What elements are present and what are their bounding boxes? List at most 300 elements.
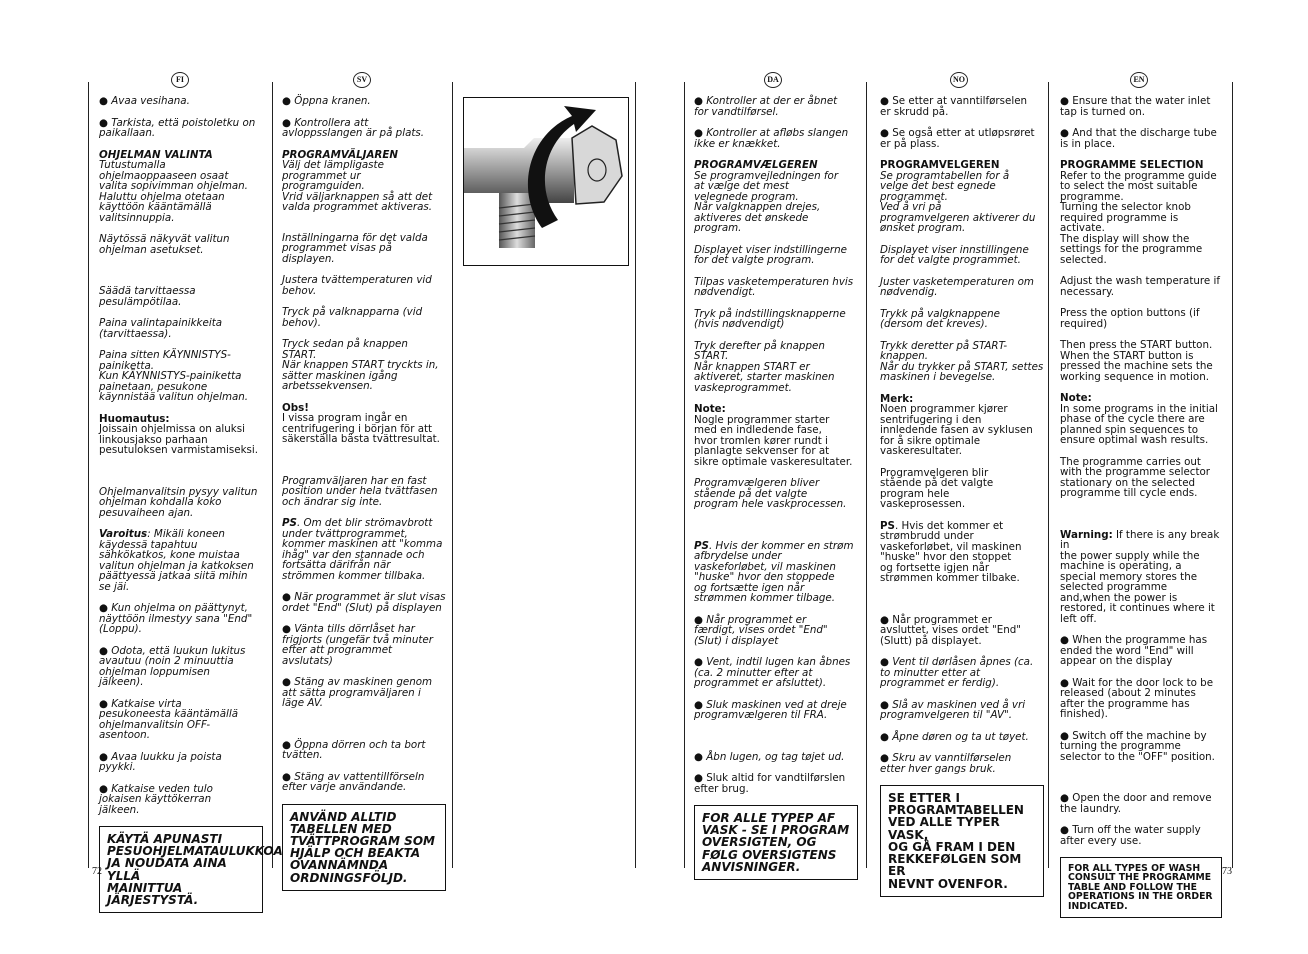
paragraph [99,752,263,773]
text-line: fortsätta därifrån när [282,559,391,571]
text-line: Tutustumalla [99,159,166,171]
column-da [694,96,858,880]
paragraph [99,318,263,339]
notice-line: VED ALLE TYPER VASK, [888,815,1000,842]
text-line: "huske" hvor den stoppet [880,551,1012,563]
text-line: programmet er ferdig). [880,677,1000,689]
text-line: (tarvittaessa). [99,327,172,340]
paragraph [282,118,446,139]
text-line: ● Wait for the door lock to be [1060,676,1214,689]
text-line: with the programme selector [1060,466,1211,478]
text-line: ● Katkaise veden tulo [99,782,213,795]
text-line: ● Kontroller at afløbs slangen [694,127,849,139]
text-line: programme till cycle ends. [1060,487,1198,499]
text-line: Trykk deretter på START- [880,339,1008,352]
text-line: näyttöön ilmestyy sana "End" [99,612,253,625]
text-line: ● Avaa luukku ja poista [99,750,222,763]
paragraph [1060,340,1222,382]
text-line: och ändrar sig inte. [282,495,383,508]
text-line: START. [694,350,729,362]
text-line: linkousjakso parhaan [99,433,208,446]
text-line: Turning the selector knob [1060,201,1191,213]
text-line: ● Sluk altid for vandtilførslen [694,772,846,784]
text-line: (dersom det kreves). [880,318,988,330]
text-line: Programvælgeren bliver [694,477,820,489]
text-line: Tryck sedan på knappen [282,338,408,350]
paragraph [694,160,858,234]
text-line: nødvendig. [880,286,938,298]
text-line: Press the option buttons (if [1060,307,1200,319]
text-line: ● Sluk maskinen ved at dreje [694,698,847,711]
text-line: and,when the power is [1060,591,1178,604]
lead-term: PS [694,539,709,552]
text-line: läge AV. [282,697,323,709]
text-line: programme. [1060,190,1124,203]
notice-box [1060,857,1222,918]
text-line: Ved å vri på [880,201,942,213]
text-line: ● Tarkista, että poistoletku on [99,116,256,129]
text-line: left off. [1060,612,1097,625]
paragraph [282,307,446,328]
text-line: valda programmet aktiveras. [282,201,433,213]
text-line: Displayet viser indstillingerne [694,243,848,256]
text-line: frigjorts (ungefär två minuter [282,633,433,646]
text-line: behov). [282,316,322,329]
text-line: If there is any break in [1060,528,1220,551]
notice-line: FOR ALL TYPES OF WASH [1068,863,1201,874]
text-line: ihåg" var den stannade och [282,548,425,561]
text-line: færdigt, vises ordet "End" [694,624,828,636]
notice-line: JA NOUDATA AINA YLLÄ [107,856,227,883]
column-fi [99,95,283,913]
notice-box [282,804,446,891]
text-line: machine is operating, a [1060,560,1182,572]
text-line: aktiveret, starter maskinen [694,371,835,383]
text-line: the laundry. [1060,802,1122,815]
text-line: kommer maskinen att "komma [282,538,443,550]
text-line: ikke er knækket. [694,137,781,150]
text-line: stående på det valgte [694,487,808,500]
text-line: The display will show the [1060,232,1190,245]
lead-term: PS [880,519,895,532]
text-line: . Hvis det kommer et [894,519,1004,532]
paragraph [1060,276,1222,297]
text-line: Trykk på valgknappene [880,307,1001,320]
text-line: vaskeprogrammet. [694,381,792,394]
text-line: Kun KÄYNNISTYS-painiketta [99,370,242,382]
text-line: Ohjelmanvalitsin pysyy valitun [99,485,258,498]
text-line: ● Vent til dørlåsen åpnes (ca. [880,656,1034,668]
text-line: vaskeprosessen. [880,498,966,510]
lead-term: PS [282,517,297,529]
text-line: ● Se etter at vanntilførselen [880,95,1028,107]
text-line: efter varje användande. [282,781,407,793]
text-line: efter att programmet [282,644,393,656]
text-line: stationary on the selected [1060,476,1196,489]
text-line: Nogle programmer starter [694,413,830,426]
paragraph [282,624,446,666]
notice-line: VASK - SE I PROGRAM [702,823,850,838]
text-line: avloppsslangen är på plats. [282,127,425,139]
text-line: pesutuloksen varmistamiseksi. [99,444,259,456]
paragraph [282,150,446,213]
column-divider [866,82,867,868]
text-line: Tryk på indstillingsknapperne [694,307,846,320]
notice-line: OPERATIONS IN THE ORDER [1068,891,1213,903]
text-line: ● Kun ohjelma on päättynyt, [99,602,248,614]
notice-line: HJÄLP OCH BEAKTA [290,846,421,861]
paragraph [694,541,858,604]
paragraph [99,234,263,255]
paragraph [282,740,446,761]
text-line: strømbrudd under [880,530,974,542]
text-line: special memory stores the [1060,570,1198,583]
text-line: programvælgeren til FRA. [694,709,828,721]
paragraph [1060,825,1222,846]
paragraph [880,341,1044,383]
text-line: program hele [880,487,950,500]
text-line: med en indledende fase, [694,424,822,436]
text-line: ● Switch off the machine by [1060,729,1207,742]
notice-line: ANVISNINGER. [702,859,801,874]
text-line: Välj det lämpligaste [282,159,384,171]
notice-line: PESUOHJELMATAULUKKOA [107,844,283,859]
text-line: valita sopivimman ohjelman. [99,180,248,192]
text-line: (Slutt) på displayet. [880,634,982,647]
text-line: ohjelman kohdalla koko [99,496,222,508]
text-line: ● Avaa vesihana. [99,95,190,107]
text-line: planned spin sequences to [1060,423,1199,436]
text-line: selector to the "OFF" position. [1060,750,1215,763]
paragraph [1060,635,1222,667]
text-line: sähkökatkos, kone muistaa [99,549,240,561]
text-line: programguiden. [282,180,365,192]
text-line: Juster vasketemperaturen om [880,275,1034,288]
text-line: hvor tromlen kører rundt i [694,434,828,447]
text-line: tap is turned on. [1060,105,1146,118]
text-line: ohjelmanvalitsin OFF- [99,718,211,731]
section-heading: Note: [1060,392,1092,404]
text-line: avautuu (noin 2 minuuttia [99,655,234,667]
text-line: Inställningarna för det valda [282,231,428,244]
paragraph [880,657,1044,689]
text-line: behov. [282,284,317,297]
text-line: Programvelgeren blir [880,466,989,479]
text-line: Säädä tarvittaessa [99,285,196,297]
text-line: jälkeen. [99,803,140,816]
text-line: pesuvaiheen ajan. [99,506,194,519]
water-tap-illustration [463,97,629,266]
notice-box [880,785,1044,897]
text-line: ensure optimal wash results. [1060,434,1209,446]
paragraph [694,752,858,763]
text-line: ● När programmet är slut visas [282,591,446,603]
text-line: the power supply while the [1060,549,1200,562]
text-line: efter brug. [694,782,749,795]
paragraph [99,529,263,592]
section-heading: Merk: [880,392,914,405]
text-line: Når valgknappen drejes, [694,201,821,213]
notice-line: OVANNÄMNDA [290,858,389,873]
text-line: innledende fasen av syklusen [880,424,1033,436]
paragraph [880,309,1044,330]
lang-badge-en: EN [1130,72,1148,88]
text-line: Paina sitten KÄYNNISTYS- [99,349,231,361]
notice-line: OG GÅ FRAM I DEN [888,839,1016,854]
text-line: ● Åpne døren og ta ut tøyet. [880,730,1029,743]
text-line: ● Skru av vanntilførselen [880,752,1012,764]
paragraph [1060,530,1222,625]
text-line: ● Turn off the water supply [1060,824,1201,836]
paragraph [1060,160,1222,265]
text-line: selected. [1060,253,1107,266]
text-line: for å sikre optimale [880,434,981,447]
text-line: ordet "End" (Slut) på displayen [282,601,442,614]
lang-badge-no: NO [950,72,968,88]
paragraph [282,275,446,296]
lead-term: Varoitus [99,528,148,540]
text-line: released (about 2 minutes [1060,687,1196,699]
text-line: valitsinnuppia. [99,211,175,224]
text-line: se jäi. [99,580,130,593]
text-line: (Slut) i displayet [694,634,779,647]
paragraph [282,233,446,265]
notice-line: FOR ALLE TYPEP AF [702,811,836,825]
text-line: asentoon. [99,729,150,741]
text-line: ● Når programmet er [880,613,992,626]
notice-line: NEVNT OVENFOR. [888,876,1008,891]
notice-line: TABLE AND FOLLOW THE [1068,881,1197,893]
text-line: avsluttet, vises ordet "End" [880,624,1022,636]
paragraph [694,657,858,689]
text-line: Displayet viser innstillingene [880,243,1029,256]
paragraph [99,699,263,741]
paragraph [99,414,263,456]
paragraph [880,753,1044,774]
text-line: käynnistää valitun ohjelman. [99,391,249,403]
text-line: working sequence in motion. [1060,370,1209,383]
paragraph [694,700,858,721]
text-line: for vandtilførsel. [694,105,779,118]
page-number-left: 72 [92,866,102,877]
paragraph [282,772,446,793]
paragraph [880,160,1044,234]
text-line: paikallaan. [99,127,156,139]
text-line: Haluttu ohjelma otetaan [99,190,225,203]
text-line: to minutter etter at [880,666,981,679]
text-line: (hvis nødvendigt) [694,318,785,330]
text-line: planlagte sekvenser for at [694,445,830,457]
text-line: maskinen i bevegelse. [880,371,996,383]
text-line: käydessä tapahtuu [99,538,198,551]
lang-badge-da: DA [764,72,782,88]
text-line: Tryk derefter på knappen [694,339,825,352]
text-line: is in place. [1060,137,1116,150]
text-line: sentrifugering i den [880,413,982,426]
text-line: ohjelman loppumisen [99,665,210,678]
section-heading: OHJELMAN VALINTA [99,148,213,161]
text-line: sikre optimale vaskeresultater. [694,455,853,468]
notice-line: KÄYTÄ APUNASTI [107,832,223,846]
text-line: jälkeen). [99,676,144,688]
paragraph [282,339,446,392]
text-line: er skrudd på. [880,105,949,118]
text-line: ● Kontroller at der er åbnet [694,95,838,107]
paragraph [282,96,446,107]
text-line: vaskeforløbet, vil maskinen [694,560,836,573]
column-divider [1048,82,1049,868]
text-line: Näytössä näkyvät valitun [99,233,230,245]
text-line: necessary. [1060,285,1115,298]
text-line: . Hvis der kommer en strøm [708,539,854,552]
paragraph [694,128,858,149]
text-line: Adjust the wash temperature if [1060,275,1221,287]
text-line: programmet visas på [282,242,392,254]
text-line: after every use. [1060,834,1142,847]
text-line: arbetssekvensen. [282,380,373,392]
column-divider [1232,82,1233,868]
paragraph [880,521,1044,584]
text-line: velegnede program. [694,190,799,203]
paragraph [99,150,263,224]
paragraph [1060,128,1222,149]
text-line: Vrid väljarknappen så att det [282,190,433,203]
paragraph [880,96,1044,117]
paragraph [880,394,1044,457]
paragraph [694,309,858,330]
text-line: ● Öppna dörren och ta bort [282,738,426,751]
notice-line: FØLG OVERSIGTENS [702,847,837,862]
text-line: required) [1060,317,1108,330]
text-line: aktiveres det ønskede [694,211,809,224]
text-line: I vissa program ingår en [282,412,408,424]
paragraph [694,478,858,510]
text-line: restored, it continues where it [1060,602,1215,614]
notice-line: SE ETTER I [888,791,960,805]
paragraph [694,773,858,794]
text-line: phase of the cycle there are [1060,413,1205,425]
text-line: Se programvejledningen for [694,169,839,182]
text-line: Når du trykker på START, settes [880,360,1044,373]
text-line: Joissain ohjelmissa on aluksi [99,423,245,435]
text-line: turning the programme [1060,740,1181,752]
paragraph [99,603,263,635]
paragraph [99,784,263,816]
text-line: ● Slå av maskinen ved å vri [880,698,1026,711]
column-no [880,96,1044,897]
text-line: position under hela tvättfasen [282,485,438,497]
text-line: sätter maskinen igång [282,369,398,382]
paragraph [880,615,1044,647]
notice-box [694,805,858,880]
section-heading: Obs! [282,401,309,414]
paragraph [880,732,1044,743]
notice-line: TVÄTTPROGRAM SOM [290,833,435,848]
section-heading: PROGRAMVÄLJAREN [282,148,399,161]
paragraph [99,487,263,519]
section-heading: PROGRAMVELGEREN [880,159,1000,171]
text-line: ● Se også etter at utløpsrøret [880,127,1035,139]
text-line: START. [282,348,317,361]
text-line: after the programme has [1060,697,1190,710]
text-line: ● Katkaise virta [99,697,182,710]
notice-line: CONSULT THE PROGRAMME [1068,872,1212,884]
paragraph [694,404,858,467]
text-line: (ca. 2 minutter efter at [694,666,813,679]
text-line: appear on the display [1060,655,1173,667]
text-line: strømmen kommer tilbage. [694,592,836,604]
text-line: programvelgeren aktiverer du [880,211,1036,224]
text-line: for det valgte programmet. [880,254,1021,266]
text-line: valitun ohjelman ja katkoksen [99,559,254,572]
text-line: ohjelman asetukset. [99,243,204,256]
text-line: pesukoneesta kääntämällä [99,708,239,720]
text-line: program. [694,222,742,234]
paragraph [1060,96,1222,117]
page-number-right: 73 [1222,866,1232,877]
text-line: for det valgte program. [694,254,815,266]
notice-line: ANVÄND ALLTID [290,809,397,824]
paragraph [694,245,858,266]
section-heading: Note: [694,403,726,415]
paragraph [99,646,263,688]
paragraph [282,518,446,581]
text-line: to select the most suitable [1060,180,1198,192]
notice-line: OVERSIGTEN, OG [702,835,817,850]
paragraph [282,677,446,709]
text-line: Noen programmer kjører [880,403,1008,415]
lead-term: Warning: [1060,528,1113,541]
paragraph [282,476,446,508]
paragraph [1060,793,1222,814]
text-line: nødvendigt. [694,286,756,298]
text-line: og fortsætte igen når [694,581,805,594]
section-heading: Huomautus: [99,412,170,425]
text-line: : Mikäli koneen [147,528,225,540]
paragraph [694,341,858,394]
text-line: När knappen START tryckts in, [282,359,439,371]
text-line: . Om det blir strömavbrott [296,517,433,529]
paragraph [1060,731,1222,763]
text-line: centrifugering i början för att [282,422,433,435]
notice-line: PROGRAMTABELLEN [888,803,1024,818]
column-divider [88,82,89,868]
text-line: jokaisen käyttökerran [99,793,212,805]
paragraph [99,96,263,107]
text-line: ønsket program. [880,222,966,234]
paragraph [1060,678,1222,720]
text-line: ohjelmaoppaaseen osaat [99,169,229,182]
text-line: under tvättprogrammet, [282,527,408,540]
text-line: (Loppu). [99,623,142,635]
paragraph [1060,308,1222,329]
text-line: afbrydelse under [694,550,782,562]
paragraph [282,403,446,445]
text-line: Then press the START button. [1060,339,1213,351]
text-line: er på plass. [880,137,940,150]
paragraph [99,118,263,139]
text-line: painetaan, pesukone [99,380,208,393]
text-line: programmet er afsluttet). [694,677,827,689]
text-line: ended the word "End" will [1060,644,1194,657]
paragraph [880,245,1044,266]
paragraph [282,592,446,613]
text-line: vaskeresultater. [880,445,963,457]
paragraph [694,96,858,117]
text-line: vaskeforløbet, vil maskinen [880,540,1022,553]
notice-line: REKKEFØLGEN SOM ER [888,852,1022,879]
paragraph [694,277,858,298]
